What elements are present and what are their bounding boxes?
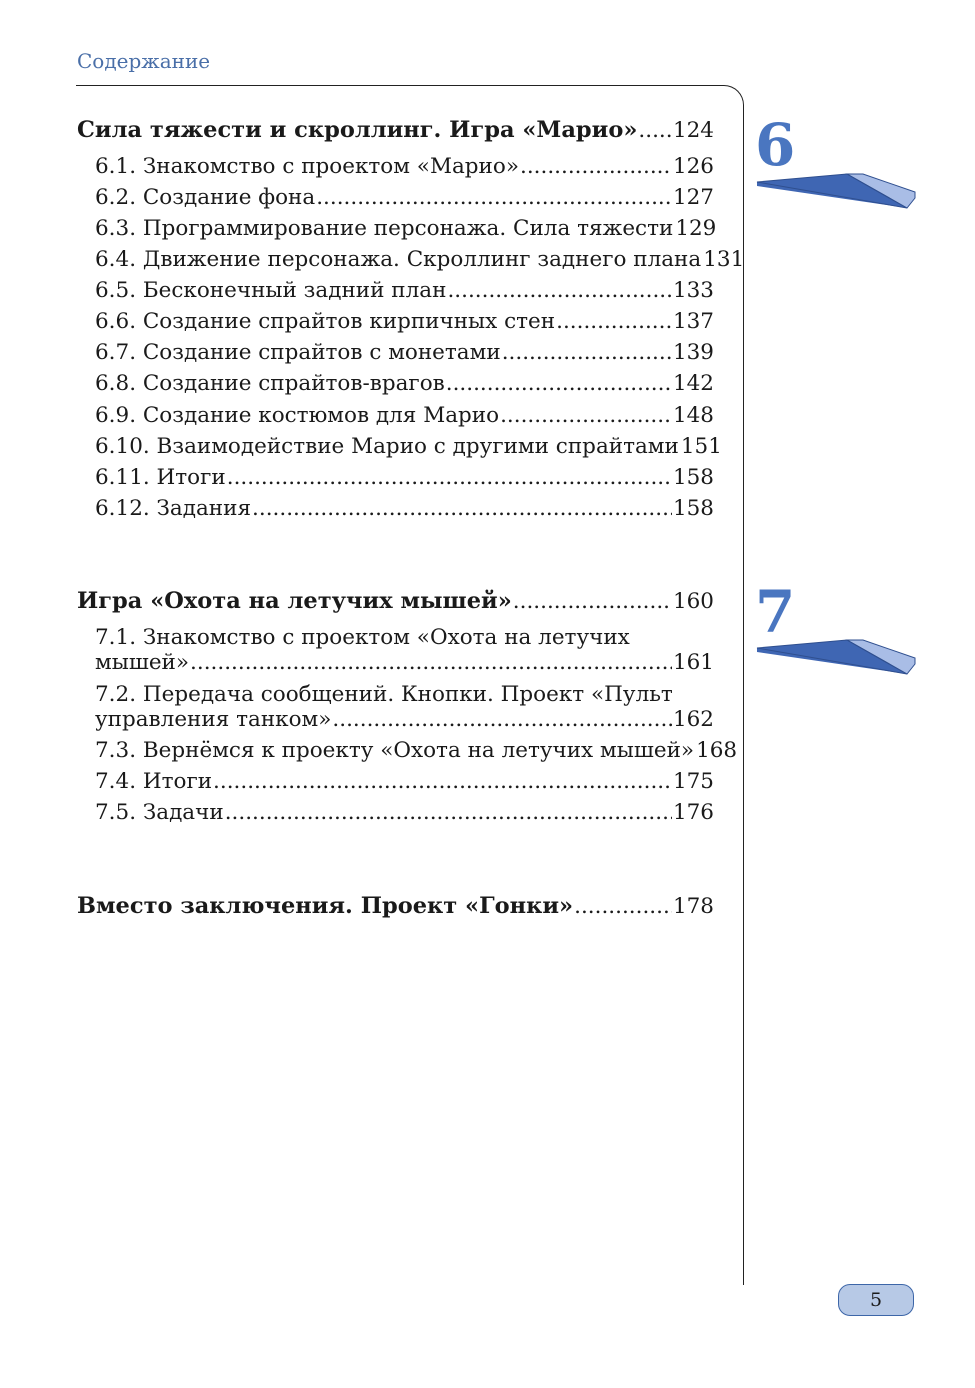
entry-title: 6.5. Бесконечный задний план [95, 278, 447, 303]
entry-title: 6.2. Создание фона [95, 185, 316, 210]
entry-title: управления танком» [95, 707, 332, 732]
dot-leader [227, 465, 672, 491]
chapter-7-marker-icon [755, 638, 917, 676]
dot-leader [252, 496, 672, 522]
dot-leader [513, 589, 672, 615]
entry-title: 6.11. Итоги [95, 465, 226, 490]
toc-entry[interactable] [95, 434, 722, 460]
chapter-title: Вместо заключения. Проект «Гонки» [77, 893, 574, 919]
entry-title: 7.5. Задачи [95, 800, 224, 825]
entry-title: 6.6. Создание спрайтов кирпичных стен [95, 309, 556, 334]
toc-entry[interactable] [95, 309, 714, 335]
dot-leader [500, 403, 672, 429]
dot-leader [446, 371, 672, 397]
entry-title: 6.7. Создание спрайтов с монетами [95, 340, 501, 365]
entry-title: 6.1. Знакомство с проектом «Марио» [95, 154, 519, 179]
page-ref: 176 [672, 800, 714, 825]
page-ref: 162 [672, 707, 714, 732]
entry-title-line1: 7.1. Знакомство с проектом «Охота на летучих [95, 625, 630, 650]
page-ref: 178 [672, 894, 714, 919]
toc-entry[interactable] [95, 371, 714, 397]
toc-entry[interactable] [95, 800, 714, 826]
chapter-title: Игра «Охота на летучих мышей» [77, 588, 512, 614]
conclusion-entry[interactable] [77, 893, 714, 920]
page-ref: 168 [696, 738, 738, 763]
page-ref: 161 [672, 650, 714, 675]
dot-leader [447, 278, 672, 304]
page-ref: 133 [672, 278, 714, 303]
toc-entry[interactable] [95, 216, 717, 242]
page-ref: 158 [672, 496, 714, 521]
toc-entry[interactable] [95, 278, 714, 304]
toc-entry[interactable] [95, 738, 738, 764]
chapter-title: Сила тяжести и скроллинг. Игра «Марио» [77, 117, 638, 143]
dot-leader [574, 894, 672, 920]
page-ref: 131 [703, 247, 745, 272]
chapter-7-number: 7 [755, 578, 796, 646]
page-ref: 142 [672, 371, 714, 396]
dot-leader [638, 118, 672, 144]
page-ref: 139 [672, 340, 714, 365]
entry-title: 7.3. Вернёмся к проекту «Охота на летучих мышей» [95, 738, 695, 763]
dot-leader [502, 340, 672, 366]
toc-entry[interactable] [95, 496, 714, 522]
chapter-6-marker-icon [755, 172, 917, 210]
dot-leader [520, 154, 672, 180]
toc-entry[interactable] [95, 465, 714, 491]
page-ref: 158 [672, 465, 714, 490]
toc-entry[interactable] [95, 340, 714, 366]
toc-entry[interactable] [95, 247, 745, 273]
entry-title: 7.4. Итоги [95, 769, 213, 794]
page-ref: 151 [680, 434, 722, 459]
page-number-badge: 5 [838, 1284, 914, 1316]
entry-title: 6.12. Задания [95, 496, 252, 521]
entry-title: 6.9. Создание костюмов для Марио [95, 403, 500, 428]
chapter-7-entry[interactable] [77, 588, 714, 615]
page-ref: 126 [672, 154, 714, 179]
running-head: Содержание [77, 49, 211, 73]
dot-leader [190, 650, 672, 676]
chapter-6-number: 6 [755, 111, 796, 179]
entry-title: 6.10. Взаимодействие Марио с другими спрайтами [95, 434, 679, 459]
page-ref: 129 [675, 216, 717, 241]
page-ref: 137 [672, 309, 714, 334]
entry-title: мышей» [95, 650, 190, 675]
dot-leader [213, 769, 672, 795]
chapter-6-entry[interactable] [77, 117, 714, 144]
toc-entry[interactable] [95, 185, 714, 211]
dot-leader [556, 309, 672, 335]
page-ref: 148 [672, 403, 714, 428]
page-ref: 127 [672, 185, 714, 210]
toc-entry[interactable] [95, 650, 714, 676]
dot-leader [225, 800, 672, 826]
page-ref: 124 [672, 118, 714, 143]
entry-title-line1: 7.2. Передача сообщений. Кнопки. Проект «Пульт [95, 682, 673, 707]
dot-leader [316, 185, 672, 211]
entry-title: 6.4. Движение персонажа. Скроллинг заднего плана [95, 247, 702, 272]
page-ref: 175 [672, 769, 714, 794]
dot-leader [332, 707, 672, 733]
toc-entry[interactable] [95, 769, 714, 795]
toc-entry[interactable] [95, 154, 714, 180]
entry-title: 6.8. Создание спрайтов-врагов [95, 371, 445, 396]
toc-entry[interactable] [95, 403, 714, 429]
toc-entry[interactable] [95, 707, 714, 733]
page-ref: 160 [672, 589, 714, 614]
entry-title: 6.3. Программирование персонажа. Сила тяжести [95, 216, 674, 241]
